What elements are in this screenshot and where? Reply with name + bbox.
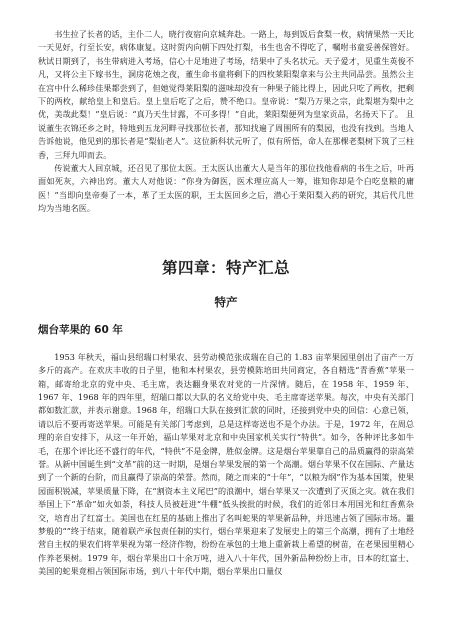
chapter-title: 第四章：特产汇总 xyxy=(161,258,290,277)
subsection-title: 烟台苹果的 60 年 xyxy=(38,323,123,336)
document-page xyxy=(38,28,414,579)
section-title: 特产 xyxy=(214,294,238,309)
intro-paragraph-1: 书生拉了长者的话，主仆二人，晓行夜宿向京城奔赴。一路上，每到饭后食梨一枚，病情果然一天比一天见好，行至长安，病体康复。这时贺内向朝下四处打梨，书生也舍不得吃了，嘱咐书童妥善保管好。秋试日期到了，书生带病进入考场，信心十足地进了考场，结果中了头名状元。天子爱才，见重生英俊不凡，又将公主下嫁书生，洞房花烛之夜，董生命书童将剩下的四枚莱阳梨拿来与公主共同品尝。虽然公主在宫中什么稀珍佳果都尝到了，但她觉得莱阳梨的滋味却没有一种果子能比得上，因此只吃了两枚，把剩下的两枚，献给皇上和皇后。皇上皇后吃了之后，赞不绝口。皇帝说：“梨乃万果之宗，此梨堪为梨中之优，美哉此梨！”皇后说：“真乃天生甘露，不可多得！”自此，莱阳梨便列为皇家贡品，名扬天下了。 且说董生衣锦还乡之时，特地到五龙河畔寻找那位长者，那知找遍了周围所有的梨园，也没有找到。当地人告诉他说，他见到的那长者是“梨仙老人”。这位新科状元听了，似有所悟，命人在那棵老梨树下筑了三柱香，三拜九叩而去。 xyxy=(38,29,414,160)
intro-paragraph-2: 传说董大人回京城，还召见了那位太医。王太医认出董大人是当年的那位找他看病的书生之后，叶再面如死灰，六神出窍。董大人对他说：“你身为御医，医术理应高人一筹，谁知你却是个白吃皇粮的庸医！”当即向皇帝奏了一本，革了王太医的职，王太医回乡之后，潜心于莱阳梨入药的研究，其后代几世均为当地名医。 xyxy=(38,163,414,214)
body-paragraph: 1953 年秋天，福山县绍瑞口村果农、县劳动模范张成瑞在自己的 1.83 亩苹果园里创出了亩产一万多斤的高产。在欢庆丰收的日子里，他和本村果农，县劳模陈培田共同商定，各自精选“青香蕉”苹果一箱，邮寄给北京的党中央、毛主席，表达翻身果农对党的一片深情。随后，在 1958 年、1959 年、1967 年、1968 年的四年里，绍瑞口都以大队的名义给党中央、毛主席寄送苹果。每次，中央有关部门都如数汇款，并表示谢意。1968 年，绍瑞口大队在接到汇款的同时，还接到党中央的回信：心意已领，请以后不要再寄送苹果。可能是有关部门考虑到，总是这样寄送也不是个办法。于是，1972 年，在周总理的亲自安排下，从这一年开始，福山苹果对北京和中央国家机关实行“特供”。如今，各种评比多如牛毛，在那个评比还不盛行的年代，“特供”不是金牌，胜似金牌。这是烟台苹果靠自己的品质赢得的崇高荣誉。从新中国诞生到“文革”前的这一时期，是烟台苹果发展的第一个高潮。烟台苹果不仅在国际、产量达到了一个新的台阶，而且赢得了崇高的荣誉。然而，随之而来的“十年”，“以粮为纲”作为基本国策，使果园面积锐减，苹果质量下降，在“割资本主义尾巴”的浪潮中，烟台苹果又一次遭到了灭顶之灾。就在我们举国上下“革命”如火如荼，科技人员被赶进“牛棚”低头挨批的时候，我们的近邻日本用国光和红香蕉杂交，培育出了红富士。美国也在红星的基础上推出了名叫蛇果的苹果新品种，并迅速占领了国际市场。噩梦般的“”终于结束，随着联产承包责任制的实行，烟台苹果迎来了发展史上的第三个高潮，拥有了土地经营自主权的果农们将苹果视为第一经济作物，纷纷在承包的土地上重新栽上希望的树苗，在老果园里精心作养老果树。1979 年，烟台苹果出口十余万吨，进入八十年代，国外新品种纷纷上市，日本的红富士、美国的蛇果竟相占领国际市场，到八十年代中期，烟台苹果出口量仅 xyxy=(38,351,414,577)
